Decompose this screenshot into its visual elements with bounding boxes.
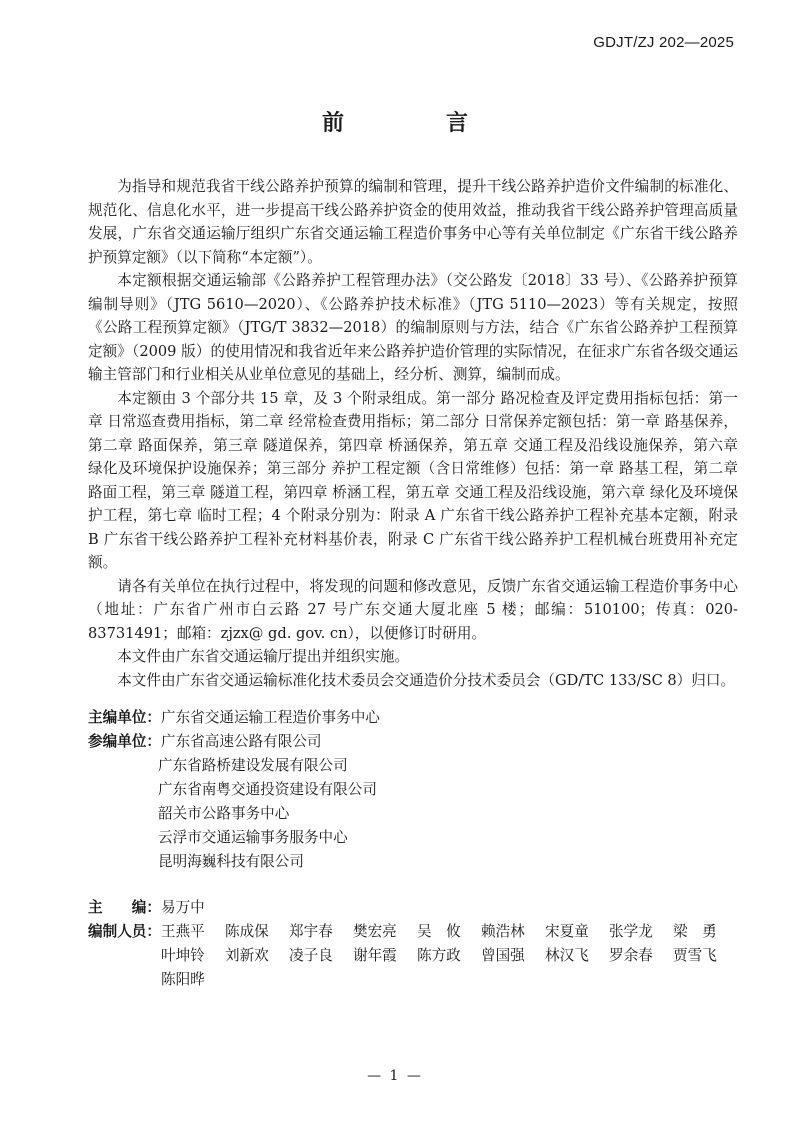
preface-body <box>88 175 738 692</box>
chief-editor-name: 易万中 <box>160 899 205 916</box>
chief-editor-row <box>88 896 738 920</box>
staff-label: 编制人员： <box>88 923 161 940</box>
staff-name: 刘新欢 <box>224 947 269 964</box>
staff-name: 梁 勇 <box>672 923 717 940</box>
staff-names <box>161 920 738 992</box>
staff-row <box>88 920 738 992</box>
staff-name: 赖浩林 <box>480 923 525 940</box>
paragraph: 本文件由广东省交通运输标准化技术委员会交通造价分技术委员会（GD/TC 133/SC 8）归口。 <box>117 671 736 689</box>
participating-unit-name: 昆明海巍科技有限公司 <box>158 853 304 870</box>
staff-name: 樊宏亮 <box>352 923 397 940</box>
chief-unit-row <box>88 706 738 730</box>
participating-unit-name: 广东省路桥建设发展有限公司 <box>158 757 348 774</box>
staff-name: 罗余春 <box>608 947 653 964</box>
paragraph: 为指导和规范我省干线公路养护预算的编制和管理，提升干线公路养护造价文件编制的标准化、规范化、信息化水平，进一步提高干线公路养护资金的使用效益，推动我省干线公路养护管理高质量发展，广东省交通运输厅组织广东省交通运输工程造价事务中心等有关单位制定《广东省干线公路养护预算定额》（以下简称“本定额”）。 <box>88 178 738 266</box>
page-title: 前 言 <box>321 110 508 136</box>
staff-name: 宋夏童 <box>544 923 589 940</box>
staff-name: 贾雪飞 <box>672 947 717 964</box>
participating-unit-name: 韶关市公路事务中心 <box>158 805 290 822</box>
chief-editor-label: 主 编： <box>88 899 161 916</box>
staff-name: 陈阳晔 <box>160 971 205 988</box>
compiling-units <box>88 706 738 874</box>
page-number: — 1 — <box>367 1068 423 1084</box>
paragraph: 本定额根据交通运输部《公路养护工程管理办法》（交公路发〔2018〕33 号）、《公路养护预算编制导则》（JTG 5610—2020）、《公路养护技术标准》（JTG 5110—2023）等有关规定，按照《公路工程预算定额》（JTG/T 3832—2018）的编制原则与方法，结合《广东省公路养护工程预算定额》（2009 版）的使用情况和我省近年来公路养护造价管理的实际情况，在征求广东省各级交通运输主管部门和行业相关从业单位意见的基础上，经分析、测算，编制而成。 <box>88 272 738 383</box>
chief-unit-label: 主编单位： <box>88 709 161 726</box>
participating-unit-name: 广东省南粤交通投资建设有限公司 <box>158 781 377 798</box>
staff-name: 凌子良 <box>288 947 333 964</box>
paragraph: 本文件由广东省交通运输厅提出并组织实施。 <box>117 648 410 665</box>
staff-name: 郑宇春 <box>288 923 333 940</box>
staff-name: 张学龙 <box>608 923 653 940</box>
chief-unit-name: 广东省交通运输工程造价事务中心 <box>160 709 380 726</box>
staff-name: 陈成保 <box>224 923 269 940</box>
participating-unit-label: 参编单位： <box>88 733 161 750</box>
document-code: GDJT/ZJ 202—2025 <box>593 34 734 51</box>
participating-unit-name: 云浮市交通运输事务服务中心 <box>158 829 348 846</box>
staff-name: 陈方政 <box>416 947 461 964</box>
compiling-people <box>88 896 738 992</box>
staff-name: 曾国强 <box>480 947 525 964</box>
staff-name: 谢年霞 <box>352 947 397 964</box>
paragraph: 本定额由 3 个部分共 15 章，及 3 个附录组成。第一部分 路况检查及评定费用指标包括：第一章 日常巡查费用指标，第二章 经常检查费用指标；第二部分 日常保养定额包括：第一章 路基保养，第二章 路面保养，第三章 隧道保养，第四章 桥涵保养，第五章 交通工程及沿线设施保养，第六章 绿化及环境保护设施保养；第三部分 养护工程定额（含日常维修）包括：第一章 路基工程，第二章 路面工程，第三章 隧道工程，第四章 桥涵工程，第五章 交通工程及沿线设施，第六章 绿化及环境保护工程，第七章 临时工程；4 个附录分别为：附录 A 广东省干线公路养护工程补充基本定额，附录 B 广东省干线公路养护工程补充材料基价表，附录 C 广东省干线公路养护工程机械台班费用补充定额。 <box>88 389 738 571</box>
staff-name: 叶坤铃 <box>160 947 205 964</box>
staff-name: 王燕平 <box>160 923 205 940</box>
staff-name: 吴 攸 <box>416 923 461 940</box>
staff-name: 林汉飞 <box>544 947 589 964</box>
participating-unit-row <box>88 730 738 754</box>
paragraph: 请各有关单位在执行过程中，将发现的问题和修改意见，反馈广东省交通运输工程造价事务中心（地址：广东省广州市白云路 27 号广东交通大厦北座 5 楼；邮编：510100；传真：020-83731491；邮箱：zjzx@ gd. gov. cn），以便修订时研用。 <box>88 577 738 642</box>
participating-unit-name: 广东省高速公路有限公司 <box>160 733 322 750</box>
